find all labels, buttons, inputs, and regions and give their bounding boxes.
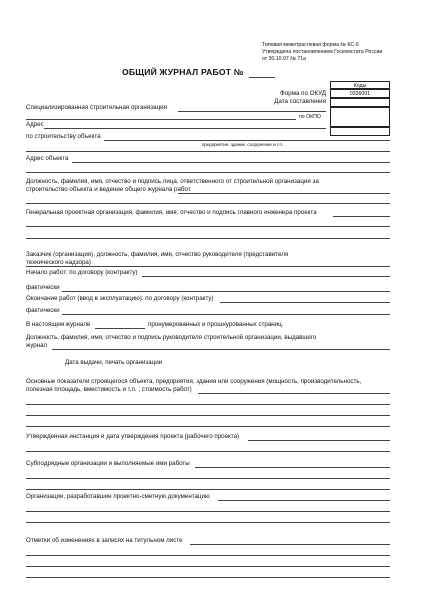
design-org-field[interactable]	[333, 216, 390, 217]
head-label-2: журнал	[26, 342, 48, 349]
estimators-label: Организации, разработавшие проектно-сметную документацию	[26, 493, 210, 500]
date-cell[interactable]	[330, 98, 390, 107]
subcontractors-field-1[interactable]	[195, 467, 390, 468]
start-contract-field[interactable]	[142, 276, 390, 277]
responsible-label-2: строительство объекта и ведение общего журнала работ	[26, 186, 191, 193]
start-contract-label: Начало работ: по договору (контракту)	[26, 269, 138, 276]
indicators-label-1: Основные показатели строящегося объекта, предприятия, здания или сооружения (мощность, производительность,	[26, 378, 362, 385]
extra-code-cell[interactable]	[330, 127, 390, 136]
date-label: Дата составления	[274, 98, 326, 105]
object-address-field-2[interactable]	[26, 172, 390, 173]
responsible-label-1: Должность, фамилия, имя, отчество и подпись лица, ответственного от строительной организации за	[26, 178, 319, 185]
approved-field-1[interactable]	[248, 440, 390, 441]
estimators-field-1[interactable]	[218, 500, 390, 501]
approved-label: Утвержденная инстанция и дата утверждения проекта (рабочего проекта)	[26, 433, 240, 440]
estimators-field-2[interactable]	[26, 511, 390, 512]
head-label-1: Должность, фамилия, имя, отчество и подпись руководителя строительной организации, выдавшего	[26, 334, 317, 341]
subcontractors-field-2[interactable]	[26, 478, 390, 479]
construction-field[interactable]	[104, 140, 390, 141]
estimators-field-3[interactable]	[26, 522, 390, 523]
design-org-field-2[interactable]	[26, 226, 390, 227]
changes-field-4[interactable]	[26, 577, 390, 578]
customer-label-1: Заказчик (организация), должность, фамилия, имя, отчество руководителя (представителя	[26, 251, 289, 258]
changes-field-1[interactable]	[190, 544, 390, 545]
okud-label: Форма по ОКУД	[280, 90, 326, 97]
okpo-label: по ОКПО	[299, 114, 321, 120]
object-address-label: Адрес объекта	[26, 155, 69, 162]
construction-label: по строительству объекта	[26, 133, 101, 140]
responsible-field[interactable]	[178, 193, 390, 194]
head-field[interactable]	[52, 349, 390, 350]
org-field[interactable]	[178, 111, 326, 112]
journal-pages-suffix: пронумерованных и прошнурованных страниц.	[148, 321, 284, 328]
end-actual-field[interactable]	[62, 314, 390, 315]
indicators-label-2: полезная площадь, вместимость и т.п. ; стоимость работ)	[26, 386, 192, 393]
customer-field[interactable]	[26, 266, 390, 267]
changes-field-2[interactable]	[26, 555, 390, 556]
start-actual-field[interactable]	[62, 291, 390, 292]
responsible-field-2[interactable]	[26, 203, 390, 204]
changes-label: Отметки об изменениях в записях на титульном листе	[26, 537, 183, 544]
page-title: ОБЩИЙ ЖУРНАЛ РАБОТ №	[122, 67, 244, 77]
approval-date-line: от 30.10.97 № 71а	[262, 56, 306, 62]
address1-field[interactable]	[44, 128, 326, 129]
indicators-field-3[interactable]	[26, 415, 390, 416]
form-type-line: Типовая межотраслевая форма № КС-6	[262, 42, 359, 48]
start-actual-label: фактически	[26, 284, 60, 291]
construction-hint: предприятие, здание, сооружение и т.п.	[202, 142, 284, 147]
approved-field-2[interactable]	[26, 451, 390, 452]
address1-label: Адрес	[26, 121, 44, 128]
org-label: Специализированная строительная организация	[26, 104, 167, 111]
customer-label-2: технического надзора)	[26, 259, 91, 266]
indicators-field-4[interactable]	[26, 426, 390, 427]
okud-code-value: 0336001	[349, 91, 371, 97]
subcontractors-label: Субподрядные организации и выполняемые ими работы	[26, 460, 190, 467]
org-field-2[interactable]	[26, 119, 296, 120]
okud-code-cell	[330, 89, 390, 98]
okpo-cell[interactable]	[330, 107, 390, 127]
construction-field-2[interactable]	[26, 151, 390, 152]
codes-header-cell: Коды	[330, 81, 390, 89]
indicators-field-1[interactable]	[198, 393, 390, 394]
journal-number-field[interactable]	[249, 77, 275, 78]
object-address-field[interactable]	[72, 162, 390, 163]
end-actual-label: фактически	[26, 307, 60, 314]
end-contract-field[interactable]	[220, 302, 390, 303]
design-org-field-3[interactable]	[26, 238, 390, 239]
changes-field-3[interactable]	[26, 566, 390, 567]
issue-date-label: Дата выдачи, печать организации	[65, 359, 163, 366]
end-contract-label: Окончание работ (ввод в эксплуатацию): по договору (контракту)	[26, 295, 214, 302]
design-org-label: Генеральная проектная организация, фамилия, имя, отчество и подпись главного инженера проекта	[26, 209, 317, 216]
indicators-field-2[interactable]	[26, 404, 390, 405]
journal-pages-field[interactable]	[95, 328, 145, 329]
journal-pages-prefix: В настоящем журнале	[26, 321, 91, 328]
approval-line: Утверждена постановлением Госкомстата России	[262, 49, 383, 55]
subcontractors-field-3[interactable]	[26, 489, 390, 490]
